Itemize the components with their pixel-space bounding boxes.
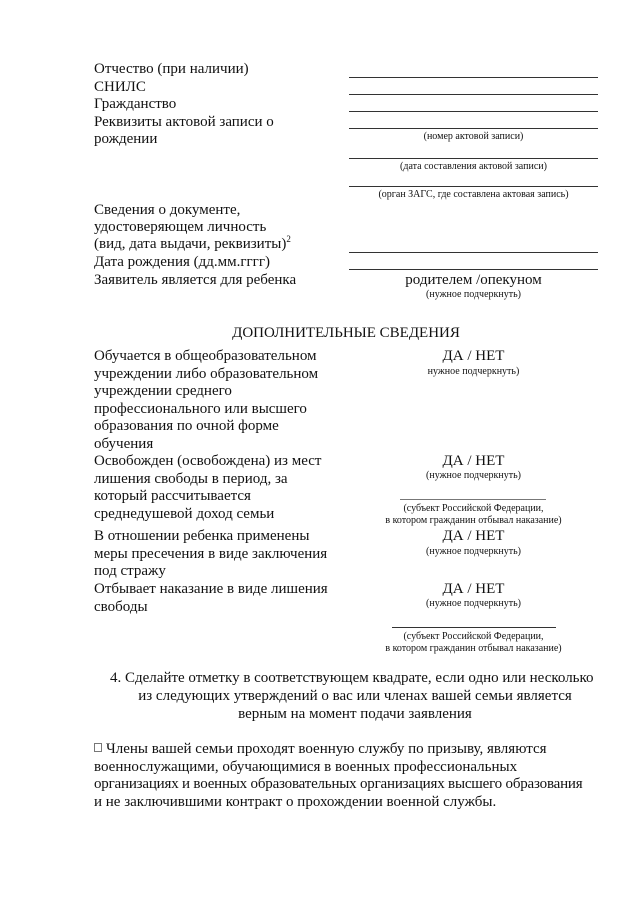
statement-line-4: и не заключившими контракт о прохождении военной службы. — [94, 793, 497, 810]
military-statement — [94, 741, 602, 811]
applicant-role-hint: (нужное подчеркнуть) — [426, 289, 521, 300]
q1-yes-no[interactable]: ДА / НЕТ — [442, 348, 505, 364]
record-date-hint: (дата составления актовой записи) — [400, 161, 547, 172]
q4-label-line: свободы — [94, 598, 148, 615]
q2-hint: (нужное подчеркнуть) — [426, 470, 521, 481]
record-number-hint: (номер актовой записи) — [423, 131, 524, 142]
q2-label-line: лишения свободы в период, за — [94, 470, 288, 487]
statement-line-2: военнослужащими, обучающимися в военных профессиональных — [94, 758, 518, 775]
birth-date-label: Дата рождения (дд.мм.гггг) — [94, 254, 270, 270]
birth-date-line[interactable] — [349, 269, 598, 270]
q1-label-line: Обучается в общеобразовательном — [94, 348, 317, 364]
q1-label-line: профессионального или высшего — [94, 400, 307, 417]
citizenship-line[interactable] — [349, 111, 598, 112]
q3-label — [94, 528, 327, 581]
statement-line-1: Члены вашей семьи проходят военную службу по призыву, являются — [94, 741, 602, 759]
patronymic-label: Отчество (при наличии) — [94, 61, 249, 77]
q1-label-line: учреждении среднего — [94, 383, 232, 399]
section4-line3: верным на момент подачи заявления — [238, 706, 472, 722]
birth-record-label-line1: Реквизиты актовой записи о — [94, 114, 274, 130]
q2-label-line: Освобожден (освобождена) из мест — [94, 453, 322, 469]
q2-label — [94, 453, 321, 523]
q4-yes-no[interactable]: ДА / НЕТ — [442, 581, 505, 597]
q2-yes-no[interactable]: ДА / НЕТ — [442, 453, 505, 469]
id-doc-label-line1: Сведения о документе, — [94, 202, 241, 218]
q1-label-line: образования по очной форме — [94, 418, 279, 434]
q4-hint: (нужное подчеркнуть) — [426, 598, 521, 609]
citizenship-label: Гражданство — [94, 96, 177, 112]
q4-subject-hint-2: в котором гражданин отбывал наказание) — [385, 643, 562, 654]
q2-subject-line[interactable] — [400, 499, 546, 500]
q2-subject-hint-2: в котором гражданин отбывал наказание) — [385, 515, 562, 526]
q3-hint: (нужное подчеркнуть) — [426, 546, 521, 557]
q4-subject-line[interactable] — [392, 627, 556, 628]
section4-line1: 4. Сделайте отметку в соответствующем квадрате, если одно или несколько — [110, 670, 594, 686]
registry-office-line[interactable] — [349, 186, 598, 187]
q1-label-line: учреждении либо образовательном — [94, 365, 319, 382]
record-date-line[interactable] — [349, 158, 598, 159]
q1-hint: нужное подчеркнуть) — [427, 366, 520, 377]
snils-line[interactable] — [349, 94, 598, 95]
q2-label-line: который рассчитывается — [94, 488, 251, 504]
snils-label: СНИЛС — [94, 79, 146, 95]
applicant-role-label: Заявитель является для ребенка — [94, 272, 297, 288]
q1-label-line: обучения — [94, 435, 154, 452]
id-doc-label-line3: (вид, дата выдачи, реквизиты)$^2$ — [94, 234, 291, 252]
birth-record-label-line2: рождении — [94, 131, 158, 147]
q3-label-line: В отношении ребенка применены — [94, 528, 310, 544]
record-number-line[interactable] — [349, 128, 598, 129]
q4-label-line: Отбывает наказание в виде лишения — [94, 581, 328, 597]
additional-info-heading: ДОПОЛНИТЕЛЬНЫЕ СВЕДЕНИЯ — [232, 325, 460, 341]
q2-label-line: среднедушевой доход семьи — [94, 505, 275, 522]
section4-line2: из следующих утверждений о вас или членах вашей семьи является — [138, 688, 572, 704]
q3-yes-no[interactable]: ДА / НЕТ — [442, 528, 505, 544]
patronymic-line[interactable] — [349, 77, 598, 78]
q3-label-line: под стражу — [94, 563, 166, 579]
id-doc-line[interactable] — [349, 252, 598, 253]
statement-checkbox[interactable] — [94, 743, 102, 752]
statement-line-3: организациях и военных образовательных организациях высшего образования — [94, 776, 583, 792]
q2-subject-hint-1: (субъект Российской Федерации, — [403, 503, 544, 514]
registry-office-hint: (орган ЗАГС, где составлена актовая запись) — [378, 189, 569, 200]
footnote-marker: 2 — [286, 234, 291, 244]
q4-label — [94, 581, 328, 616]
q1-label — [94, 348, 318, 453]
id-doc-label-line2: удостоверяющем личность — [94, 219, 267, 235]
q3-label-line: меры пресечения в виде заключения — [94, 545, 328, 562]
applicant-role-value[interactable]: родителем /опекуном — [405, 272, 542, 288]
q4-subject-hint-1: (субъект Российской Федерации, — [403, 631, 544, 642]
